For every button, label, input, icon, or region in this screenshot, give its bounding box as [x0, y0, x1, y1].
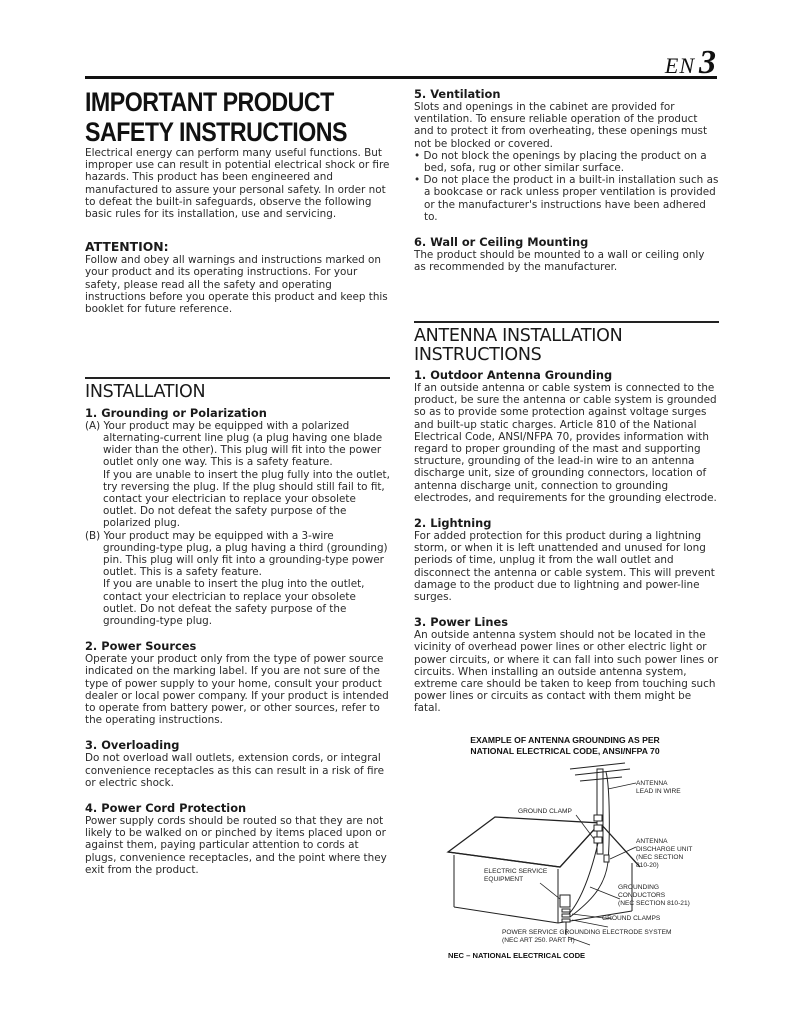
antenna-title-line1: ANTENNA INSTALLATION	[414, 325, 623, 346]
figure-title	[450, 735, 680, 757]
figure-title-line2: NATIONAL ELECTRICAL CODE, ANSI/NFPA 70	[470, 746, 660, 756]
wall-mounting-text: The product should be mounted to a wall or ceiling only as recommended by the manufacturer.	[414, 249, 705, 274]
label-equipment: EQUIPMENT	[484, 876, 524, 883]
language-code: EN	[664, 53, 695, 78]
section-heading-grounding: 1. Grounding or Polarization	[85, 405, 267, 420]
section-heading-ventilation: 5. Ventilation	[414, 87, 501, 101]
power-lines-text: An outside antenna system should not be located in the vicinity of overhead power lines or other electric light or power circuits, or where it can fall into such power lines or circuits. When installing an outside antenna system, extreme care should be taken to keep from touching such power lines or circuits as contact with them might be fatal.	[414, 629, 719, 715]
ventilation-text: Slots and openings in the cabinet are provided for ventilation. To ensure reliable operation of the product and to protect it from overheating, these openings must not be blocked or covered.	[414, 101, 708, 150]
label-nec-810-21: (NEC SECTION 810-21)	[618, 900, 690, 907]
figure-title-line1: EXAMPLE OF ANTENNA GROUNDING AS PER	[470, 735, 660, 745]
section-rule	[85, 377, 390, 379]
item-text: Your product may be equipped with a 3-wire grounding-type plug, a plug having a third (grounding) pin. This plug will only fit into a grounding-type power outlet. This is a safety feature.	[103, 529, 388, 579]
section-heading-lightning: 2. Lightning	[414, 515, 492, 530]
section-heading-power-lines: 3. Power Lines	[414, 615, 509, 630]
label-discharge-3: (NEC SECTION	[636, 854, 684, 861]
section-heading-power-cord: 4. Power Cord Protection	[85, 801, 247, 816]
antenna-title-line2: INSTRUCTIONS	[414, 344, 542, 365]
section-heading-wall-mounting: 6. Wall or Ceiling Mounting	[414, 235, 589, 250]
section-rule	[414, 321, 719, 323]
item-text: Your product may be equipped with a polarized alternating-current line plug (a plug having one blade wider than the other). This plug will fit into the power outlet only one way. This is a safety feature.	[103, 419, 383, 469]
item-text-cont: If you are unable to insert the plug fully into the outlet, try reversing the plug. If the plug should still fail to fit, contact your electrician to replace your obsolete outlet. Do not defeat the safety purpose of the polarized plug.	[103, 468, 390, 530]
installation-title: INSTALLATION	[85, 381, 206, 402]
page-title	[85, 87, 347, 147]
antenna-title	[414, 327, 719, 365]
page-number	[665, 44, 716, 82]
antenna-grounding-diagram	[440, 757, 700, 952]
label-nec-art-250: (NEC ART 250. PART H)	[502, 937, 575, 944]
section-heading-overloading: 3. Overloading	[85, 738, 180, 753]
label-discharge-2: DISCHARGE UNIT	[636, 846, 693, 853]
outdoor-grounding-text: If an outside antenna or cable system is connected to the product, be sure the antenna or cable system is grounded so as to provide some protection against voltage surges and built-up static charges. Article 810 of the National Electrical Code, ANSI/NFPA 70, provides information with regard to proper grounding of the mast and supporting structure, grounding of the lead-in wire to an antenna discharge unit, size of grounding connectors, location of antenna discharge unit, connection to grounding electrodes, and requirements for the grounding electrode.	[414, 381, 717, 504]
intro-paragraph: Electrical energy can perform many useful functions. But improper use can result in potential electrical shock or fire hazards. This product has been engineered and manufactured to assure your personal safety. In order not to defeat the built-in safeguards, observe the following basic rules for its installation, use and servicing.	[85, 147, 390, 221]
label-ground-clamp: GROUND CLAMP	[518, 808, 572, 815]
overloading-text: Do not overload wall outlets, extension cords, or integral convenience receptacles as this can result in a risk of fire or electric shock.	[85, 752, 384, 789]
item-text-cont: If you are unable to insert the plug into the outlet, contact your electrician to replace your obsolete outlet. Do not defeat the safety purpose of the grounding-type plug.	[103, 578, 365, 627]
right-column	[414, 87, 719, 715]
item-marker: (B)	[85, 529, 101, 542]
power-sources-text: Operate your product only from the type of power source indicated on the marking label. If you are not sure of the type of power supply to your home, consult your product dealer or local power company. If your product is intended to operate from battery power, or other sources, refer to the operating instructions.	[85, 653, 389, 727]
attention-text: Follow and obey all warnings and instructions marked on your product and its operating instructions. For your safety, please read all the safety and operating instructions before you operate this product and keep this booklet for future reference.	[85, 254, 388, 316]
lightning-text: For added protection for this product during a lightning storm, or when it is left unattended and unused for long periods of time, unplug it from the wall outlet and disconnect the antenna or cable system. This will prevent damage to the product due to lightning and power-line surges.	[414, 529, 715, 603]
label-antenna: ANTENNA	[636, 780, 668, 787]
section-heading-power-sources: 2. Power Sources	[85, 639, 197, 654]
attention-heading: ATTENTION:	[85, 239, 169, 255]
label-lead-in-wire: LEAD IN WIRE	[636, 788, 681, 795]
installation-section	[85, 377, 390, 876]
label-electric-service: ELECTRIC SERVICE	[484, 868, 548, 875]
label-ground-clamps: GROUND CLAMPS	[602, 915, 661, 922]
label-electrode-system: POWER SERVICE GROUNDING ELECTRODE SYSTEM	[502, 929, 672, 936]
page-title-line2: SAFETY INSTRUCTIONS	[85, 117, 347, 147]
antenna-grounding-figure	[440, 735, 700, 965]
ventilation-bullet: • Do not block the openings by placing the product on a bed, sofa, rug or other similar surface.	[414, 149, 707, 175]
power-cord-text: Power supply cords should be routed so that they are not likely to be walked on or pinched by items placed upon or against them, paying particular attention to cords at plugs, convenience receptacles, and the point where they exit from the product.	[85, 815, 387, 876]
figure-footnote: NEC – NATIONAL ELECTRICAL CODE	[448, 951, 586, 960]
label-grounding: GROUNDING	[618, 884, 660, 891]
page-title-line1: IMPORTANT PRODUCT	[85, 87, 334, 117]
section-heading-outdoor-grounding: 1. Outdoor Antenna Grounding	[414, 367, 613, 382]
page-number-value: 3	[699, 44, 716, 81]
list-item-a	[85, 420, 390, 530]
antenna-section	[414, 321, 719, 714]
label-conductors: CONDUCTORS	[618, 892, 666, 899]
left-column	[85, 87, 390, 876]
ventilation-bullet: • Do not place the product in a built-in installation such as a bookcase or rack unless proper ventilation is provided or the manufacturer's instructions have been adhered to.	[414, 174, 719, 223]
label-discharge-4: 810-20)	[636, 862, 659, 869]
bullet-text: Do not block the openings by placing the product on a bed, sofa, rug or other similar surface.	[423, 149, 707, 175]
item-marker: (A)	[85, 419, 101, 432]
label-discharge-1: ANTENNA	[636, 838, 668, 845]
list-item-b	[85, 530, 390, 628]
bullet-text: Do not place the product in a built-in installation such as a bookcase or rack unless proper ventilation is provided or the manufacturer's instructions have been adhered to.	[423, 174, 719, 223]
header-rule	[85, 76, 717, 79]
